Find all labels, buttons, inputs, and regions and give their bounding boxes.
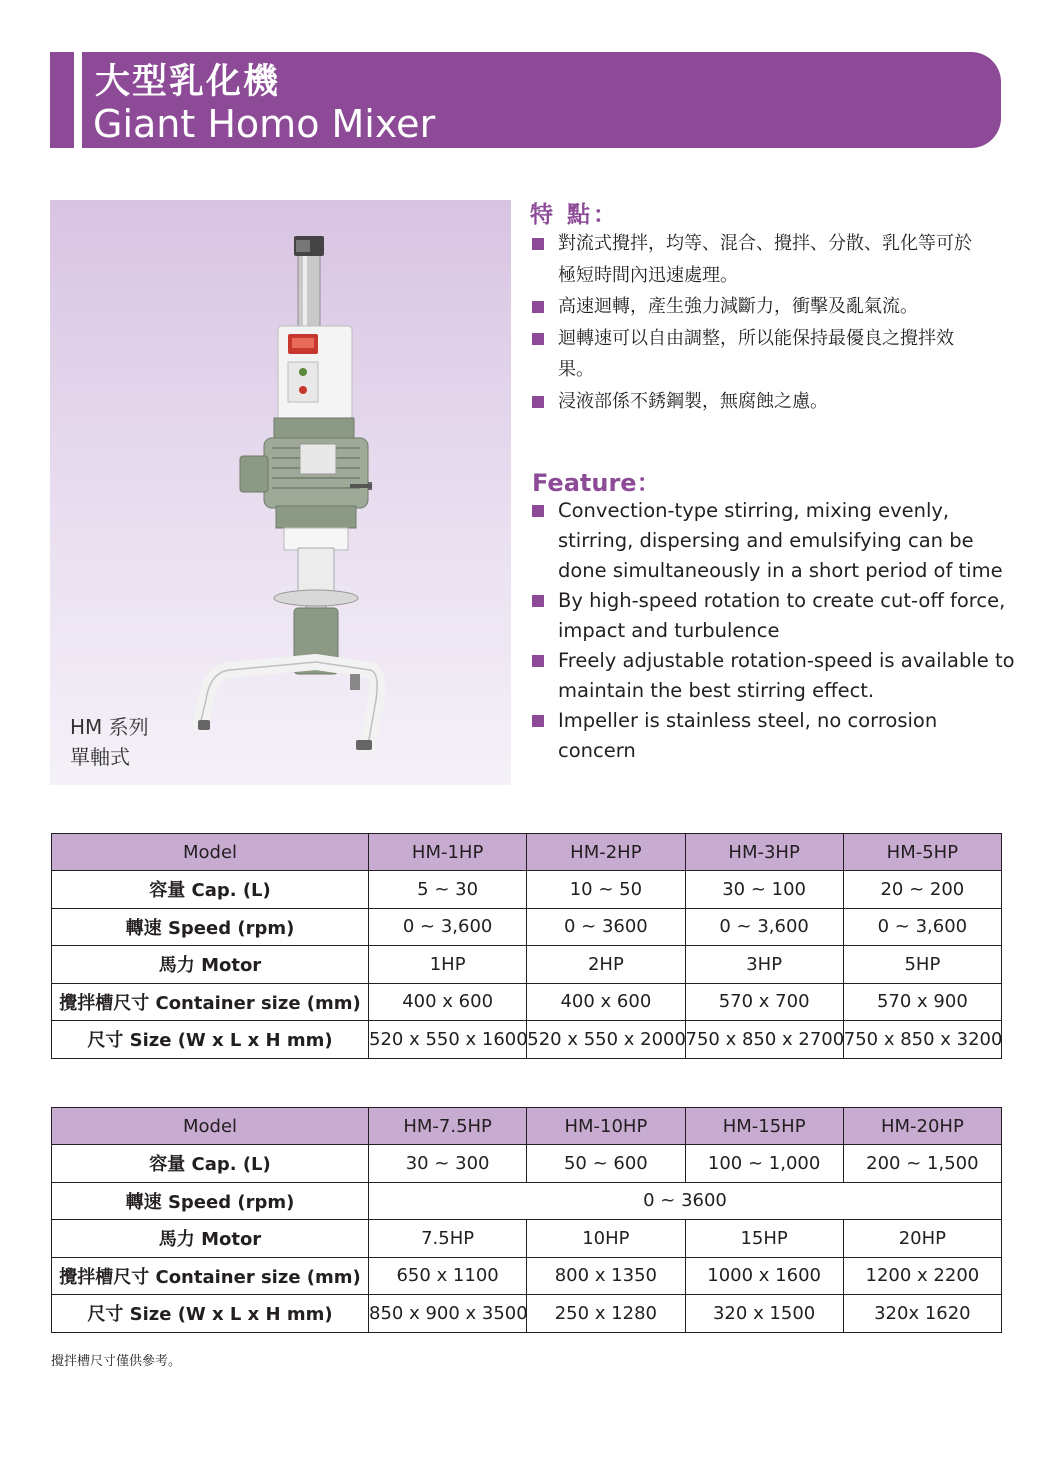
table-cell: 0 ~ 3,600 <box>369 908 527 946</box>
table-cell: 1000 x 1600 <box>685 1257 843 1295</box>
table-cell: 10 ~ 50 <box>527 871 685 909</box>
table-cell: 800 x 1350 <box>527 1257 685 1295</box>
table-header-row <box>52 834 1002 871</box>
table-header-row <box>52 1108 1002 1145</box>
footnote: 攪拌槽尺寸僅供參考。 <box>51 1354 182 1369</box>
table-row-container <box>52 983 1002 1021</box>
table-cell: 20 ~ 200 <box>843 871 1001 909</box>
feature-zh-item: 迴轉速可以自由調整，所以能保持最優良之攪拌效果。 <box>530 323 980 386</box>
row-label: 轉速 Speed (rpm) <box>52 908 369 946</box>
table-cell: 750 x 850 x 3200 <box>843 1021 1001 1059</box>
table-cell: 850 x 900 x 3500 <box>369 1295 527 1333</box>
table-cell: 100 ~ 1,000 <box>685 1145 843 1183</box>
table-cell: 10HP <box>527 1220 685 1258</box>
table-row-speed <box>52 1182 1002 1220</box>
header-cell: HM-20HP <box>843 1108 1001 1145</box>
title-banner-left <box>50 52 74 148</box>
header-cell: HM-10HP <box>527 1108 685 1145</box>
row-label: 容量 Cap. (L) <box>52 1145 369 1183</box>
header-cell: HM-2HP <box>527 834 685 871</box>
photo-caption-type: 單軸式 <box>70 745 130 769</box>
table-cell: 30 ~ 300 <box>369 1145 527 1183</box>
spec-table-1 <box>51 833 1002 1059</box>
header-cell: HM-1HP <box>369 834 527 871</box>
table-cell: 650 x 1100 <box>369 1257 527 1295</box>
table-cell: 2HP <box>527 946 685 984</box>
table-cell: 0 ~ 3,600 <box>843 908 1001 946</box>
table-cell: 5 ~ 30 <box>369 871 527 909</box>
table-cell: 250 x 1280 <box>527 1295 685 1333</box>
table-row-speed <box>52 908 1002 946</box>
table-cell: 20HP <box>843 1220 1001 1258</box>
table-row-container <box>52 1257 1002 1295</box>
table-cell: 400 x 600 <box>527 983 685 1021</box>
row-label: 轉速 Speed (rpm) <box>52 1182 369 1220</box>
feature-en-item: Freely adjustable rotation-speed is available to maintain the best stirring effect. <box>530 646 1020 706</box>
table-cell: 1HP <box>369 946 527 984</box>
table-cell: 3HP <box>685 946 843 984</box>
table-cell-merged: 0 ~ 3600 <box>369 1182 1002 1220</box>
header-cell: HM-7.5HP <box>369 1108 527 1145</box>
photo-caption <box>70 712 149 772</box>
features-zh-heading: 特 點： <box>530 202 620 228</box>
table-cell: 0 ~ 3600 <box>527 908 685 946</box>
table-cell: 30 ~ 100 <box>685 871 843 909</box>
table-cell: 15HP <box>685 1220 843 1258</box>
features-en-heading: Feature： <box>532 469 661 497</box>
features-en-list <box>530 496 1020 766</box>
table-row-motor <box>52 946 1002 984</box>
table-row-motor <box>52 1220 1002 1258</box>
table-cell: 50 ~ 600 <box>527 1145 685 1183</box>
table-cell: 200 ~ 1,500 <box>843 1145 1001 1183</box>
table-cell: 1200 x 2200 <box>843 1257 1001 1295</box>
feature-en-item: Impeller is stainless steel, no corrosion concern <box>530 706 1020 766</box>
feature-zh-item: 高速迴轉，產生強力減斷力，衝擊及亂氣流。 <box>530 291 980 323</box>
table-cell: 400 x 600 <box>369 983 527 1021</box>
feature-zh-item: 浸液部係不銹鋼製，無腐蝕之慮。 <box>530 386 980 418</box>
features-zh-list <box>530 228 980 417</box>
table-cell: 570 x 900 <box>843 983 1001 1021</box>
table-cell: 520 x 550 x 2000 <box>527 1021 685 1059</box>
table-cell: 320 x 1500 <box>685 1295 843 1333</box>
row-label: 尺寸 Size (W x L x H mm) <box>52 1021 369 1059</box>
page-title-en: Giant Homo Mixer <box>93 102 436 146</box>
table-row-size <box>52 1295 1002 1333</box>
table-cell: 5HP <box>843 946 1001 984</box>
header-cell-model: Model <box>52 834 369 871</box>
photo-caption-series: HM 系列 <box>70 715 149 739</box>
table-cell: 570 x 700 <box>685 983 843 1021</box>
header-cell: HM-15HP <box>685 1108 843 1145</box>
header-cell: HM-5HP <box>843 834 1001 871</box>
row-label: 容量 Cap. (L) <box>52 871 369 909</box>
table-row-capacity <box>52 1145 1002 1183</box>
product-photo <box>50 200 511 785</box>
header-cell: HM-3HP <box>685 834 843 871</box>
header-cell-model: Model <box>52 1108 369 1145</box>
table-cell: 0 ~ 3,600 <box>685 908 843 946</box>
row-label: 尺寸 Size (W x L x H mm) <box>52 1295 369 1333</box>
homo-mixer-illustration <box>50 200 511 785</box>
row-label: 馬力 Motor <box>52 1220 369 1258</box>
table-row-capacity <box>52 871 1002 909</box>
table-cell: 320x 1620 <box>843 1295 1001 1333</box>
row-label: 攪拌槽尺寸 Container size (mm) <box>52 983 369 1021</box>
feature-en-item: By high-speed rotation to create cut-off force, impact and turbulence <box>530 586 1020 646</box>
page-title-zh: 大型乳化機 <box>95 62 281 102</box>
title-banner-divider <box>74 52 82 148</box>
row-label: 攪拌槽尺寸 Container size (mm) <box>52 1257 369 1295</box>
table-row-size <box>52 1021 1002 1059</box>
table-cell: 750 x 850 x 2700 <box>685 1021 843 1059</box>
table-cell: 520 x 550 x 1600 <box>369 1021 527 1059</box>
feature-zh-item: 對流式攪拌，均等、混合、攪拌、分散、乳化等可於極短時間內迅速處理。 <box>530 228 980 291</box>
feature-en-item: Convection-type stirring, mixing evenly, stirring, dispersing and emulsifying can be done simultaneously in a short period of time <box>530 496 1020 586</box>
table-cell: 7.5HP <box>369 1220 527 1258</box>
row-label: 馬力 Motor <box>52 946 369 984</box>
spec-table-2 <box>51 1107 1002 1333</box>
